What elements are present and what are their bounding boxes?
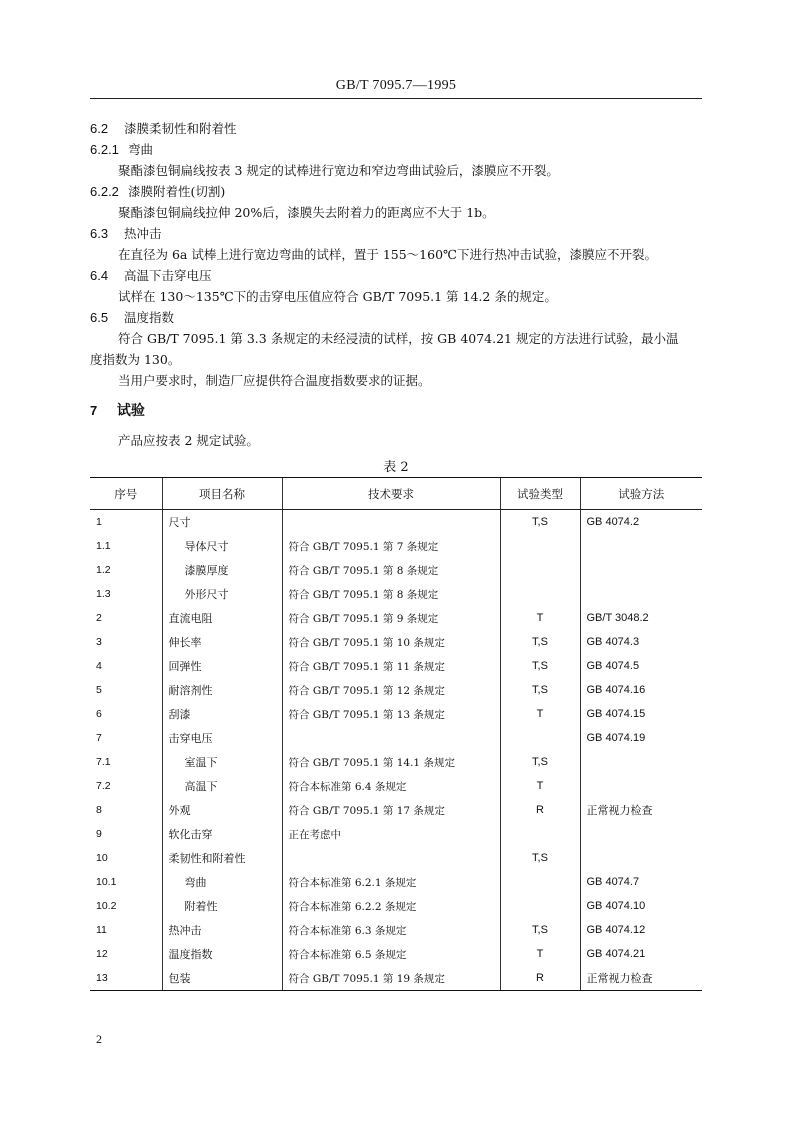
- row-requirement: 正在考虑中: [282, 822, 500, 846]
- row-item-name: 外观: [162, 798, 282, 822]
- row-test-method: 正常视力检查: [580, 798, 702, 822]
- row-test-method: GB 4074.10: [580, 894, 702, 918]
- table-row: [90, 534, 702, 558]
- table-row: [90, 870, 702, 894]
- section-title: 弯曲: [127, 142, 153, 157]
- row-number: 1.3: [96, 588, 111, 600]
- row-test-method: GB 4074.5: [580, 654, 702, 678]
- section-title: 漆膜柔韧性和附着性: [123, 121, 237, 136]
- row-item-name: 耐溶剂性: [162, 678, 282, 702]
- paragraph-evidence: 当用户要求时，制造厂应提供符合温度指数要求的证据。: [118, 373, 431, 388]
- table-row: [90, 918, 702, 942]
- row-requirement: 符合 GB/T 7095.1 第 14.1 条规定: [282, 750, 500, 774]
- row-item-name-text: 漆膜厚度: [184, 564, 229, 577]
- table-row: [90, 630, 702, 654]
- row-item-name: [162, 558, 282, 582]
- row-test-type: [500, 822, 580, 846]
- paragraph-temperature-index: 符合 GB/T 7095.1 第 3.3 条规定的未经浸渍的试样，按 GB 4074.21 规定的方法进行试验，最小温: [118, 331, 679, 346]
- section-heading-6-2: [90, 121, 237, 137]
- row-item-name: [162, 582, 282, 606]
- row-item-name-text: 弯曲: [184, 876, 207, 889]
- row-test-type: R: [500, 966, 580, 991]
- row-requirement: 符合 GB/T 7095.1 第 8 条规定: [282, 582, 500, 606]
- row-requirement: 符合 GB/T 7095.1 第 11 条规定: [282, 654, 500, 678]
- row-test-type: [500, 558, 580, 582]
- section-title: 试验: [116, 403, 145, 419]
- paragraph-breakdown: 试样在 130～135℃下的击穿电压值应符合 GB/T 7095.1 第 14.2 条的规定。: [118, 289, 557, 304]
- row-number: 10: [96, 852, 108, 864]
- row-test-method: GB 4074.7: [580, 870, 702, 894]
- row-item-name: 热冲击: [162, 918, 282, 942]
- table-row: [90, 678, 702, 702]
- row-requirement: 符合本标准第 6.2.2 条规定: [282, 894, 500, 918]
- table-row: [90, 942, 702, 966]
- row-requirement: 符合 GB/T 7095.1 第 7 条规定: [282, 534, 500, 558]
- row-requirement: 符合 GB/T 7095.1 第 17 条规定: [282, 798, 500, 822]
- table-row: [90, 966, 702, 991]
- row-requirement: 符合本标准第 6.5 条规定: [282, 942, 500, 966]
- row-test-type: T: [500, 606, 580, 630]
- row-number: 6: [96, 708, 102, 720]
- section-title: 热冲击: [123, 226, 162, 241]
- row-test-type: R: [500, 798, 580, 822]
- header-no: 序号: [90, 478, 162, 510]
- row-number: 8: [96, 804, 102, 816]
- row-number: 10.2: [96, 900, 117, 912]
- table-row: [90, 726, 702, 750]
- section-number: 6.5: [90, 310, 109, 325]
- row-requirement: [282, 846, 500, 870]
- table-body: [90, 510, 702, 991]
- row-test-type: T,S: [500, 654, 580, 678]
- table-caption: 表 2: [383, 460, 409, 475]
- section-number: 6.3: [90, 226, 109, 241]
- row-item-name: 刮漆: [162, 702, 282, 726]
- row-requirement: 符合本标准第 6.2.1 条规定: [282, 870, 500, 894]
- header-requirement: 技术要求: [282, 478, 500, 510]
- row-test-type: [500, 726, 580, 750]
- row-item-name-text: 导体尺寸: [184, 540, 229, 553]
- row-test-method: GB/T 3048.2: [580, 606, 702, 630]
- row-number: 1.2: [96, 564, 111, 576]
- row-number: 3: [96, 636, 102, 648]
- row-number: 7: [96, 732, 102, 744]
- standard-number-header: GB/T 7095.7—1995: [335, 78, 457, 93]
- row-number: 5: [96, 684, 102, 696]
- section-title: 温度指数: [123, 310, 174, 325]
- paragraph-temperature-index-cont: 度指数为 130。: [90, 352, 181, 367]
- table-row: [90, 606, 702, 630]
- row-test-method: [580, 582, 702, 606]
- header-test-type: 试验类型: [500, 478, 580, 510]
- section-heading-7: [90, 403, 145, 419]
- row-item-name: 包装: [162, 966, 282, 991]
- row-requirement: 符合 GB/T 7095.1 第 12 条规定: [282, 678, 500, 702]
- row-test-method: GB 4074.21: [580, 942, 702, 966]
- table-row: [90, 654, 702, 678]
- row-item-name: 软化击穿: [162, 822, 282, 846]
- row-item-name-text: 室温下: [184, 756, 218, 769]
- row-number: 1.1: [96, 540, 111, 552]
- row-test-method: [580, 822, 702, 846]
- row-test-type: [500, 582, 580, 606]
- row-number: 13: [90, 966, 162, 991]
- paragraph-test-intro: 产品应按表 2 规定试验。: [118, 433, 259, 448]
- section-title: 高温下击穿电压: [123, 268, 212, 283]
- table-row: [90, 774, 702, 798]
- row-requirement: 符合本标准第 6.3 条规定: [282, 918, 500, 942]
- row-number: 4: [96, 660, 102, 672]
- table-row: [90, 798, 702, 822]
- row-test-method: GB 4074.15: [580, 702, 702, 726]
- row-item-name: 温度指数: [162, 942, 282, 966]
- row-test-method: GB 4074.2: [580, 510, 702, 535]
- row-requirement: 符合本标准第 6.4 条规定: [282, 774, 500, 798]
- section-heading-6-2-1: [90, 142, 153, 158]
- table-header-row: [90, 478, 702, 510]
- row-test-type: [500, 534, 580, 558]
- row-item-name-text: 外形尺寸: [184, 588, 229, 601]
- section-number: 6.2.1: [90, 142, 119, 157]
- row-requirement: 符合 GB/T 7095.1 第 13 条规定: [282, 702, 500, 726]
- row-number: 11: [96, 924, 107, 936]
- paragraph-bend: 聚酯漆包铜扁线按表 3 规定的试棒进行宽边和窄边弯曲试验后，漆膜应不开裂。: [118, 163, 559, 178]
- row-item-name-text: 附着性: [184, 900, 218, 913]
- header-rule: [90, 98, 702, 99]
- test-table: [90, 477, 702, 991]
- row-requirement: [282, 726, 500, 750]
- table-row: [90, 894, 702, 918]
- section-heading-6-2-2: [90, 184, 225, 200]
- row-requirement: 符合 GB/T 7095.1 第 8 条规定: [282, 558, 500, 582]
- row-test-method: GB 4074.16: [580, 678, 702, 702]
- table-row: [90, 558, 702, 582]
- row-item-name: [162, 774, 282, 798]
- row-item-name: [162, 534, 282, 558]
- row-number: 2: [96, 612, 102, 624]
- row-item-name: 柔韧性和附着性: [162, 846, 282, 870]
- row-test-method: GB 4074.12: [580, 918, 702, 942]
- row-number: 12: [96, 948, 108, 960]
- table-row: [90, 750, 702, 774]
- paragraph-adhesion: 聚酯漆包铜扁线拉伸 20%后，漆膜失去附着力的距离应不大于 1b。: [118, 205, 495, 220]
- row-item-name: [162, 870, 282, 894]
- row-item-name: 击穿电压: [162, 726, 282, 750]
- row-item-name: [162, 894, 282, 918]
- section-title: 漆膜附着性(切割): [127, 184, 226, 199]
- row-requirement: 符合 GB/T 7095.1 第 9 条规定: [282, 606, 500, 630]
- table-row: [90, 846, 702, 870]
- row-requirement: 符合 GB/T 7095.1 第 19 条规定: [282, 966, 500, 991]
- row-item-name: 回弹性: [162, 654, 282, 678]
- row-test-type: [500, 894, 580, 918]
- header-item: 项目名称: [162, 478, 282, 510]
- paragraph-heat-shock: 在直径为 6a 试棒上进行宽边弯曲的试样，置于 155～160℃下进行热冲击试验，漆膜应不开裂。: [118, 247, 658, 262]
- row-test-type: T,S: [500, 510, 580, 535]
- row-test-method: [580, 558, 702, 582]
- row-test-type: T: [500, 942, 580, 966]
- row-test-method: [580, 534, 702, 558]
- row-number: 1: [96, 516, 102, 528]
- row-test-method: 正常视力检查: [580, 966, 702, 991]
- row-test-type: T,S: [500, 846, 580, 870]
- row-number: 10.1: [96, 876, 117, 888]
- row-test-type: T,S: [500, 678, 580, 702]
- table-row: [90, 582, 702, 606]
- row-item-name-text: 高温下: [184, 780, 218, 793]
- row-requirement: [282, 510, 500, 535]
- row-test-method: [580, 750, 702, 774]
- header-test-method: 试验方法: [580, 478, 702, 510]
- section-heading-6-4: [90, 268, 212, 284]
- row-test-type: T,S: [500, 750, 580, 774]
- section-number: 7: [90, 403, 98, 418]
- row-test-method: [580, 774, 702, 798]
- table-row: [90, 510, 702, 535]
- row-test-type: T: [500, 774, 580, 798]
- page-number: 2: [96, 1032, 102, 1046]
- row-test-type: T,S: [500, 630, 580, 654]
- row-number: 7.2: [96, 780, 111, 792]
- table-row: [90, 702, 702, 726]
- row-test-method: GB 4074.3: [580, 630, 702, 654]
- row-test-type: T: [500, 702, 580, 726]
- section-heading-6-5: [90, 310, 174, 326]
- row-number: 7.1: [96, 756, 111, 768]
- row-item-name: 直流电阻: [162, 606, 282, 630]
- row-number: 9: [96, 828, 102, 840]
- row-test-type: T,S: [500, 918, 580, 942]
- row-test-method: GB 4074.19: [580, 726, 702, 750]
- row-item-name: [162, 750, 282, 774]
- section-heading-6-3: [90, 226, 162, 242]
- row-item-name: 尺寸: [162, 510, 282, 535]
- section-number: 6.4: [90, 268, 109, 283]
- section-number: 6.2.2: [90, 184, 119, 199]
- row-requirement: 符合 GB/T 7095.1 第 10 条规定: [282, 630, 500, 654]
- row-test-method: [580, 846, 702, 870]
- section-number: 6.2: [90, 121, 109, 136]
- table-row: [90, 822, 702, 846]
- row-test-type: [500, 870, 580, 894]
- row-item-name: 伸长率: [162, 630, 282, 654]
